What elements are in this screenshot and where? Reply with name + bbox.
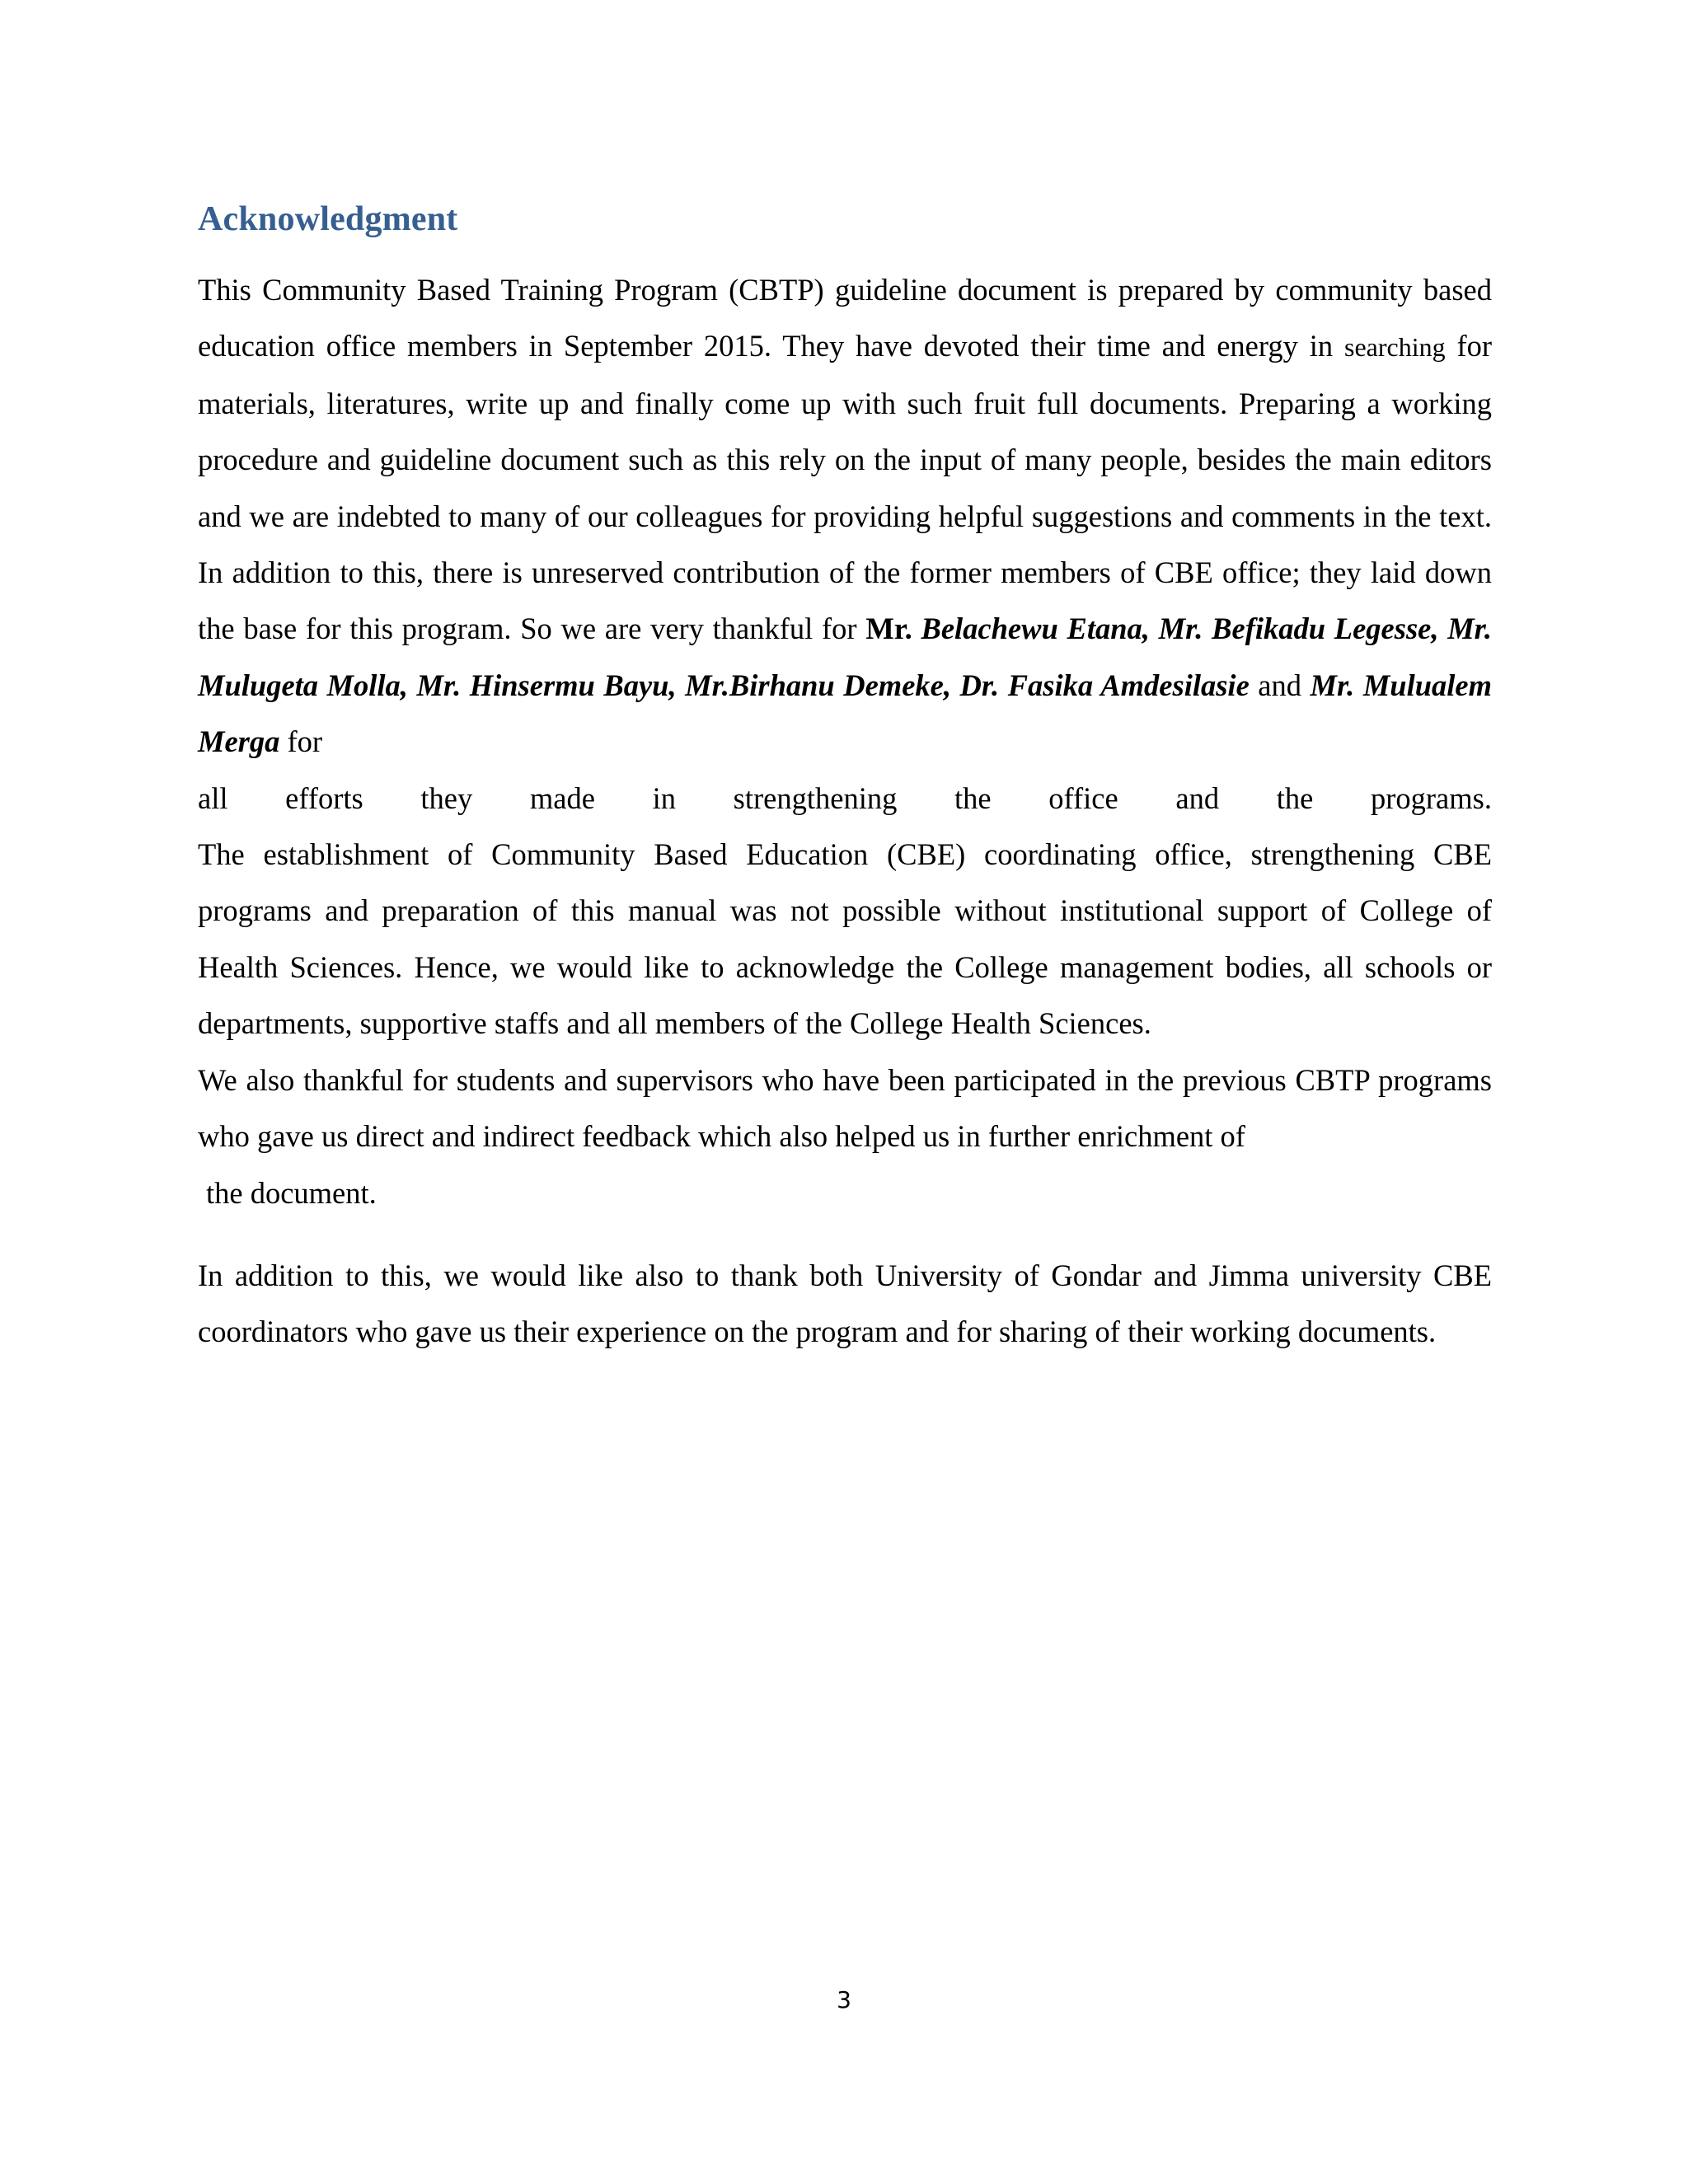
text-run: We also thankful for students and supervisors who have been participated in the previous CBTP programs who gave us direct and indirect feedback which also helped us in further enrichment of — [198, 1062, 1492, 1154]
word: the — [954, 780, 992, 815]
text-run: This Community Based Training Program (CBTP) guideline document is prepared by community based education office members in September 2015. They have devoted their time and energy in — [198, 273, 1492, 363]
spread-line — [198, 771, 1492, 827]
contributor-name-last: Mr. Mulualem Merga — [198, 668, 1492, 759]
word: in — [652, 780, 677, 815]
section-heading: Acknowledgment — [198, 200, 458, 238]
page-content — [198, 198, 1492, 1361]
text-run: the document. — [206, 1175, 377, 1210]
page-number: 3 — [837, 1986, 851, 2013]
word: made — [529, 780, 595, 815]
word: they — [420, 780, 473, 815]
word: and — [1175, 780, 1220, 815]
word: efforts — [285, 780, 363, 815]
word: office — [1048, 780, 1118, 815]
word: the — [1276, 780, 1314, 815]
contributor-names: Belachewu Etana, Mr. Befikadu Legesse, Mr. Mulugeta Molla, Mr. Hinsermu Bayu, Mr.Birhanu Demeke, Dr. Fasika Amdesilasie — [198, 612, 1492, 702]
word: all — [198, 780, 228, 815]
text-run: for — [279, 724, 323, 759]
conjunction: and — [1249, 668, 1311, 702]
paragraph-institutional-support: The establishment of Community Based Education (CBE) coordinating office, strengthening CBE programs and preparation of this manual was not possible without institutional support of College of Health Sciences. Hence, we would like to acknowledge the College management bodies, all schools or departments, supportive staffs and all members of the College Health Sciences. — [198, 837, 1492, 1041]
title-prefix: Mr. — [865, 612, 921, 646]
word: programs. — [1370, 780, 1492, 815]
text-run-small: searching — [1343, 332, 1446, 363]
word: strengthening — [733, 780, 898, 815]
paragraph-students-thanks — [198, 1052, 1492, 1221]
paragraph-universities-thanks: In addition to this, we would like also to thank both University of Gondar and Jimma university CBE coordinators who gave us their experience on the program and for sharing of their working documents. — [198, 1258, 1492, 1349]
paragraph-contributors — [198, 262, 1492, 771]
text-run: for materials, literatures, write up and finally come up with such fruit full documents. Preparing a working procedure and guideline document such as this rely on the input of many people, besides the main editors and we are indebted to many of our colleagues for providing helpful suggestions and comments in the text. In addition to this, there is unreserved contribution of the former members of CBE office; they laid down the base for this program. So we are very thankful for — [198, 329, 1493, 646]
